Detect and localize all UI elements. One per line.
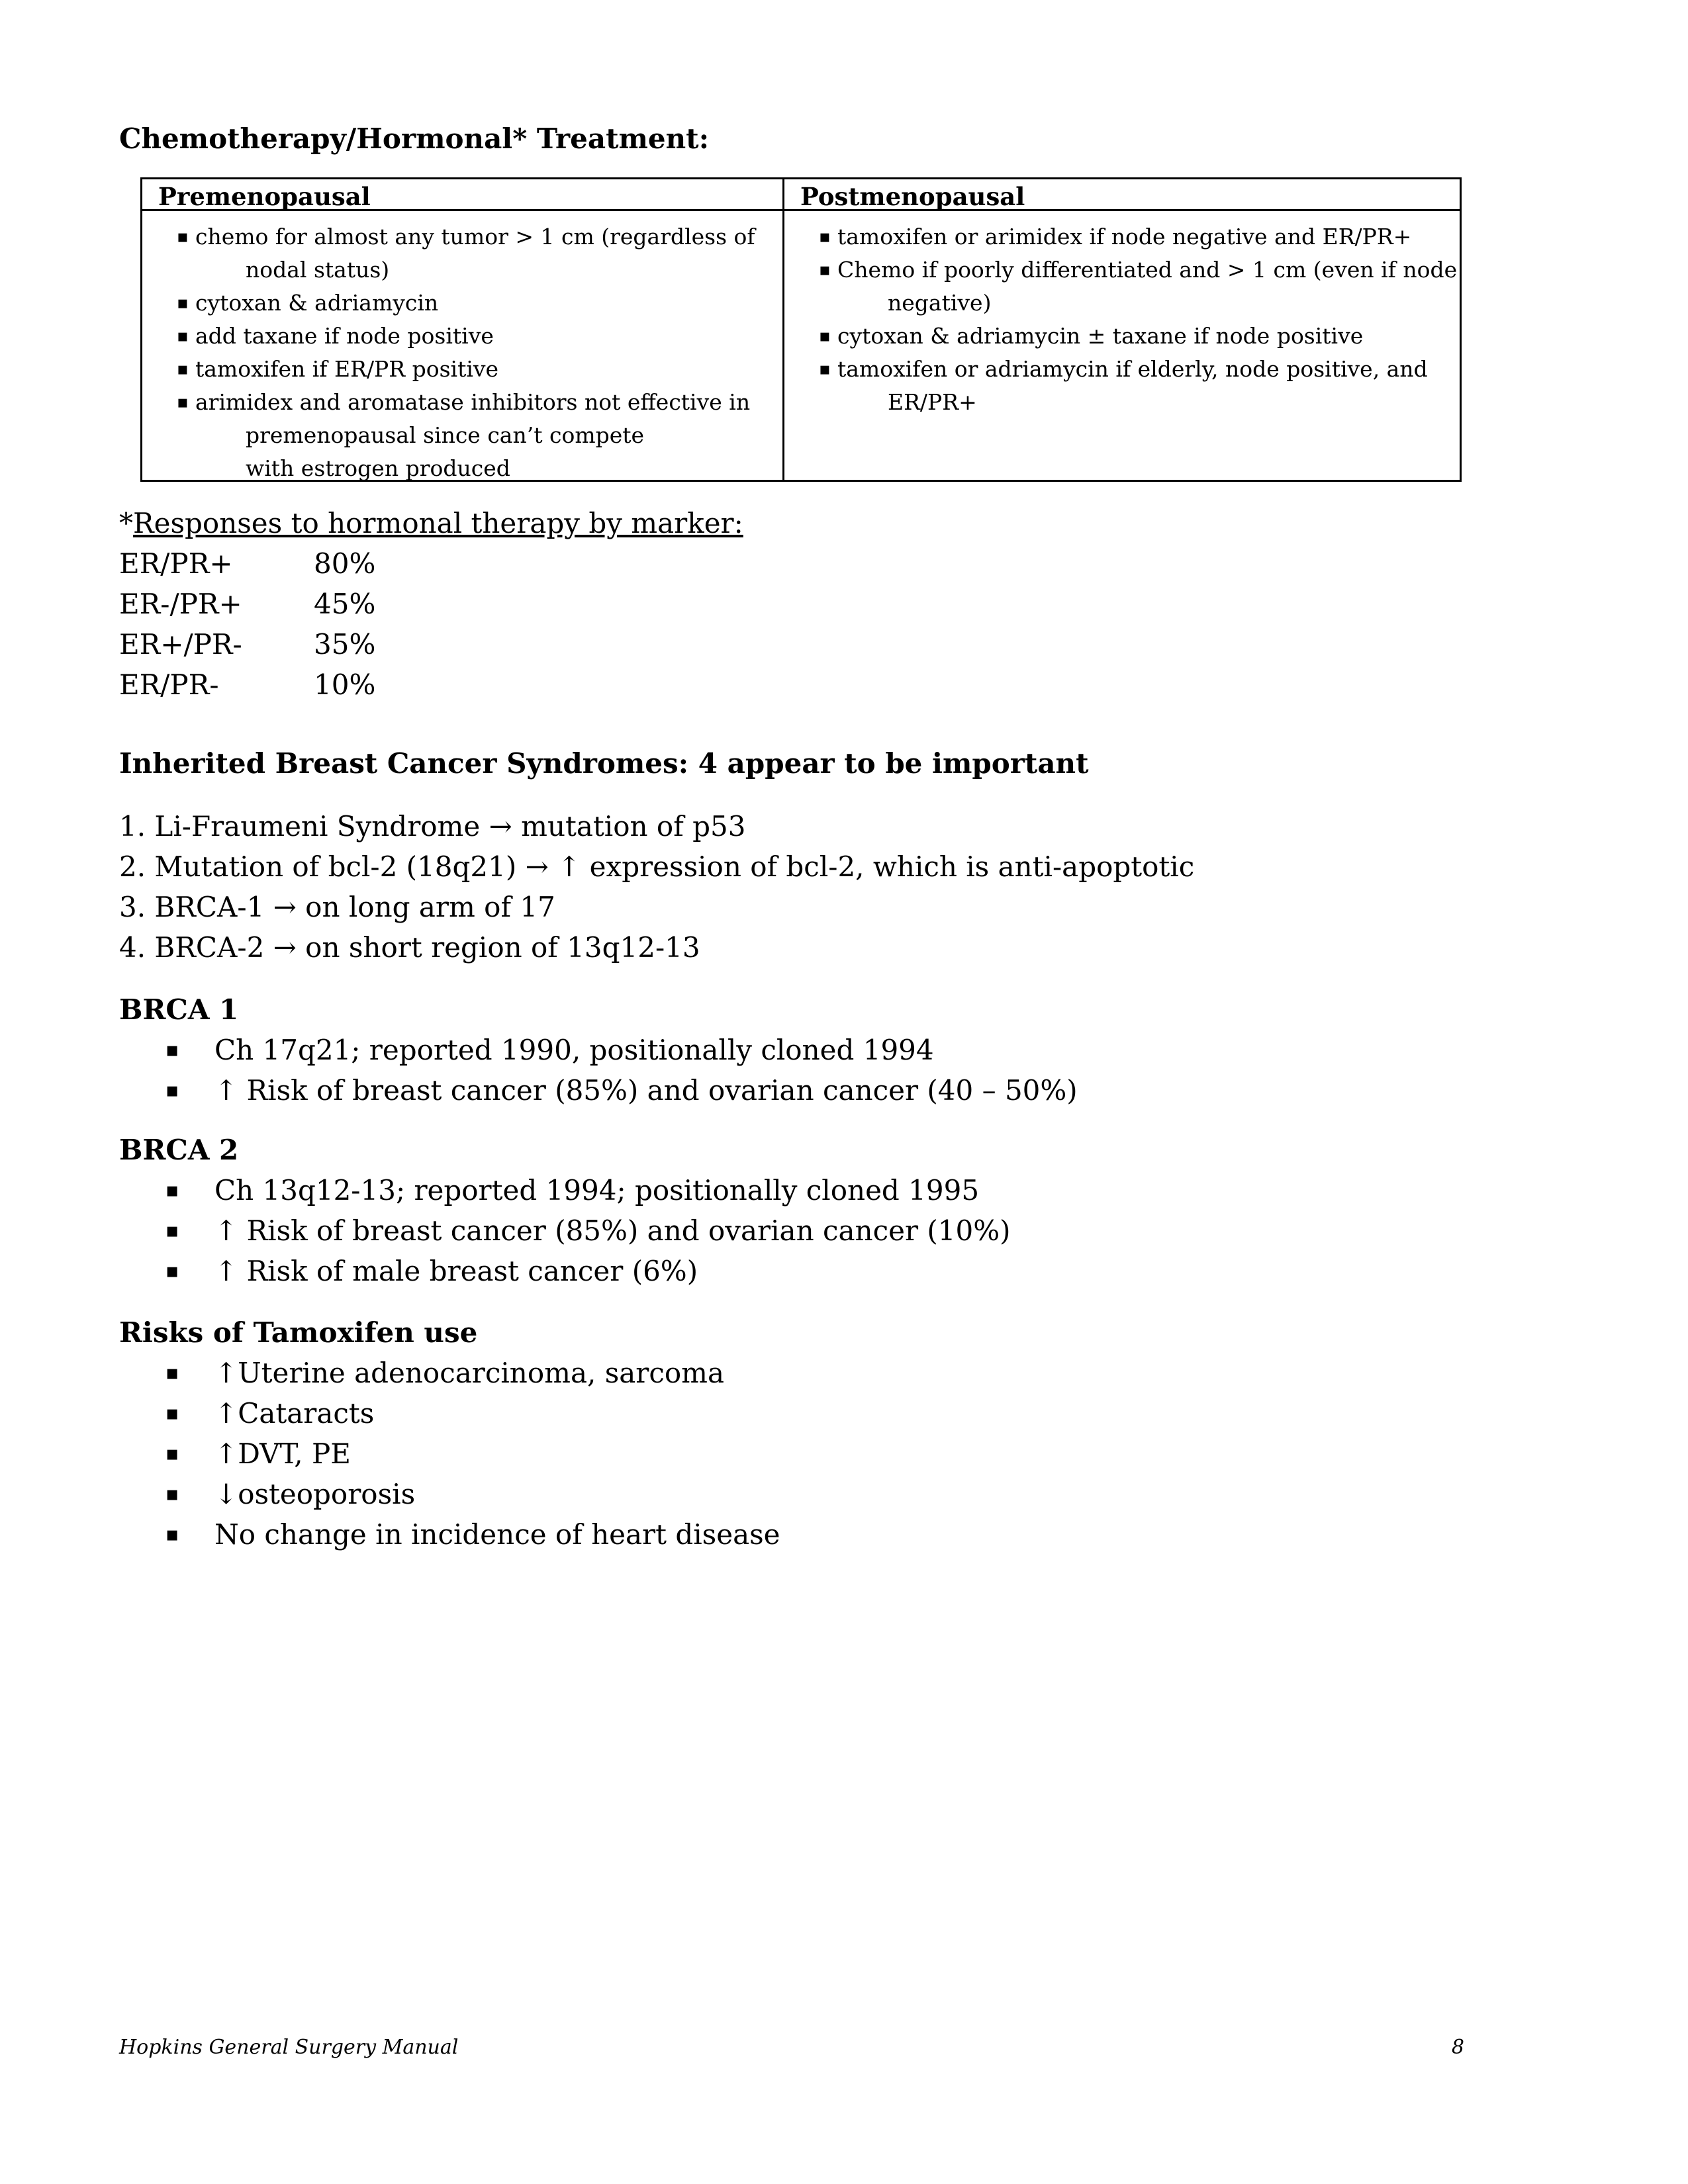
tamoxifen-item: ▪ ↑Uterine adenocarcinoma, sarcoma — [165, 1357, 725, 1389]
tamoxifen-item: ▪ ↑DVT, PE — [165, 1437, 351, 1470]
response-row: ER-/PR+ 45% — [119, 588, 376, 620]
brca1-heading: BRCA 1 — [119, 993, 239, 1026]
tamoxifen-item: ▪ No change in incidence of heart disease — [165, 1518, 780, 1551]
response-row: ER/PR+ 80% — [119, 547, 376, 580]
list-item: ▪ arimidex and aromatase inhibitors not effective in premenopausal since can’t compete with estrogen produced — [177, 389, 751, 481]
list-item: ▪ cytoxan & adriamycin — [177, 290, 439, 316]
list-item: ▪ chemo for almost any tumor > 1 cm (regardless of nodal status) — [177, 224, 755, 283]
brca2-item: ▪ ↑ Risk of breast cancer (85%) and ovarian cancer (10%) — [165, 1214, 1011, 1247]
tamoxifen-item: ▪ ↓osteoporosis — [165, 1478, 416, 1510]
inherited-item: 3. BRCA-1 → on long arm of 17 — [119, 891, 555, 923]
page-number: 8 — [1451, 2036, 1464, 2059]
treatment-heading: Chemotherapy/Hormonal* Treatment: — [119, 122, 710, 155]
list-item: ▪ tamoxifen if ER/PR positive — [177, 356, 499, 382]
premenopausal-list — [142, 220, 782, 485]
brca2-item: ▪ ↑ Risk of male breast cancer (6%) — [165, 1255, 698, 1287]
inherited-item: 1. Li-Fraumeni Syndrome → mutation of p53 — [119, 810, 746, 842]
postmenopausal-header: Postmenopausal — [784, 179, 1460, 211]
response-row: ER/PR- 10% — [119, 668, 376, 701]
premenopausal-header: Premenopausal — [142, 179, 782, 211]
tamoxifen-heading: Risks of Tamoxifen use — [119, 1316, 478, 1349]
treatment-table — [140, 177, 1462, 482]
list-item: ▪ Chemo if poorly differentiated and > 1 cm (even if node negative) — [819, 257, 1458, 316]
inherited-heading: Inherited Breast Cancer Syndromes: 4 appear to be important — [119, 747, 1089, 780]
brca2-heading: BRCA 2 — [119, 1134, 239, 1166]
brca1-item: ▪ Ch 17q21; reported 1990, positionally cloned 1994 — [165, 1034, 934, 1066]
inherited-item: 2. Mutation of bcl-2 (18q21) → ↑ expression of bcl-2, which is anti-apoptotic — [119, 850, 1195, 883]
inherited-item: 4. BRCA-2 → on short region of 13q12-13 — [119, 931, 700, 964]
response-row: ER+/PR- 35% — [119, 628, 376, 660]
tamoxifen-item: ▪ ↑Cataracts — [165, 1397, 375, 1430]
brca2-item: ▪ Ch 13q12-13; reported 1994; positionally cloned 1995 — [165, 1174, 980, 1206]
list-item: ▪ tamoxifen or arimidex if node negative and ER/PR+ — [819, 224, 1412, 250]
list-item: ▪ add taxane if node positive — [177, 323, 494, 349]
list-item: ▪ tamoxifen or adriamycin if elderly, node positive, and ER/PR+ — [819, 356, 1428, 415]
list-item: ▪ cytoxan & adriamycin ± taxane if node positive — [819, 323, 1364, 349]
footer-title: Hopkins General Surgery Manual — [119, 2036, 459, 2059]
responses-title: *Responses to hormonal therapy by marker: — [119, 507, 743, 539]
postmenopausal-column — [784, 179, 1460, 480]
premenopausal-column — [142, 179, 784, 480]
brca1-item: ▪ ↑ Risk of breast cancer (85%) and ovarian cancer (40 – 50%) — [165, 1074, 1078, 1107]
postmenopausal-list — [784, 220, 1460, 419]
